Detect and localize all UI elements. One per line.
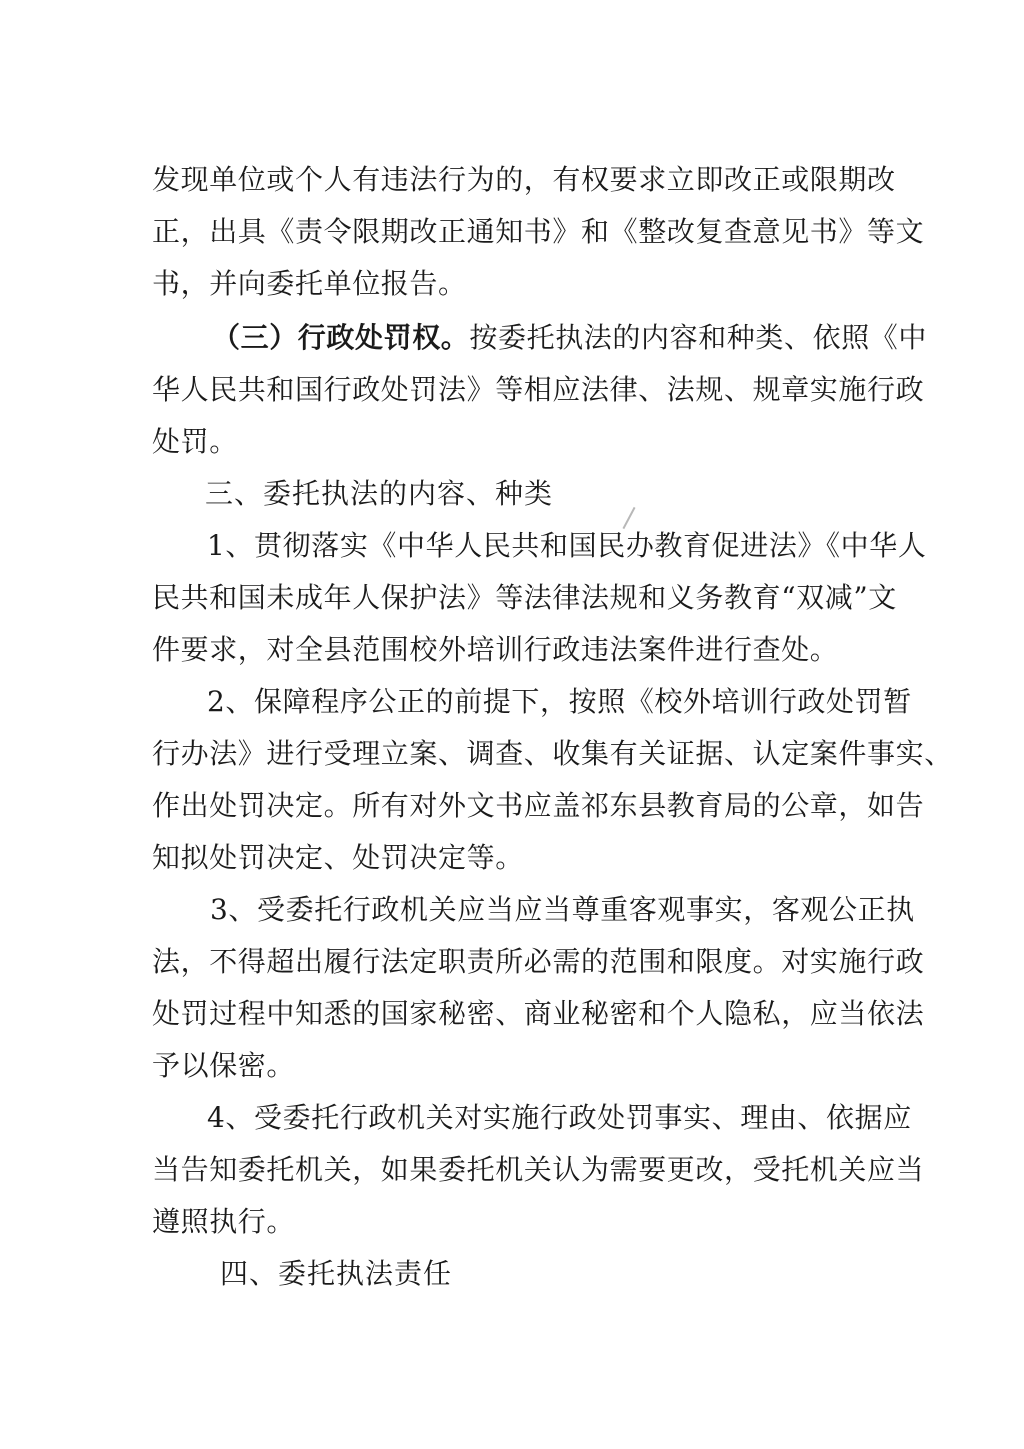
clause-3-line-1: 3、受委托行政机关应当应当尊重客观事实，客观公正执 — [210, 893, 915, 926]
paragraph-line-3: 书，并向委托单位报告。 — [152, 267, 467, 300]
section-heading-4: 四、委托执法责任 — [220, 1257, 453, 1290]
item-3-second-line — [152, 370, 924, 410]
clause-1-line-2: 民共和国未成年人保护法》等法律法规和义务教育“双减”文 — [152, 581, 897, 614]
item-3-lead: （三）行政处罚权。 — [212, 321, 470, 354]
clause-2-line-4: 知拟处罚决定、处罚决定等。 — [152, 841, 524, 874]
item-3-third-line: 处罚。 — [152, 425, 238, 458]
paragraph-line-2: 正，出具《责令限期改正通知书》和《整改复查意见书》等文 — [152, 215, 925, 248]
clause-2-line-1: 2、保障程序公正的前提下，按照《校外培训行政处罚暂 — [207, 685, 912, 718]
clause-1-line-1: 1、贯彻落实《中华人民共和国民办教育促进法》《中华人 — [207, 529, 927, 562]
paragraph-line-1: 发现单位或个人有违法行为的，有权要求立即改正或限期改 — [152, 163, 896, 196]
clause-2-line-3: 作出处罚决定。所有对外文书应盖祁东县教育局的公章，如告 — [152, 789, 925, 822]
clause-4-line-3: 遵照执行。 — [152, 1205, 296, 1238]
item-3-law-name: 华人民共和国行政处罚法》 — [152, 373, 496, 406]
clause-3-line-4: 予以保密。 — [152, 1049, 296, 1082]
clause-3-line-2: 法，不得超出履行法定职责所必需的范围和限度。对实施行政 — [152, 945, 925, 978]
clause-4-line-2: 当告知委托机关，如果委托机关认为需要更改，受托机关应当 — [152, 1153, 925, 1186]
clause-4-line-1: 4、受委托行政机关对实施行政处罚事实、理由、依据应 — [207, 1101, 912, 1134]
section-heading-3: 三、委托执法的内容、种类 — [205, 477, 554, 510]
item-3-law-rest: 等相应法律、法规、规章实施行政 — [495, 373, 925, 406]
item-3-text: 按委托执法的内容和种类、依照《中 — [469, 321, 928, 354]
clause-3-line-3: 处罚过程中知悉的国家秘密、商业秘密和个人隐私，应当依法 — [152, 997, 925, 1030]
item-3-first-line — [212, 318, 927, 358]
clause-2-line-2: 行办法》进行受理立案、调查、收集有关证据、认定案件事实、 — [152, 737, 953, 770]
clause-1-line-3: 件要求，对全县范围校外培训行政违法案件进行查处。 — [152, 633, 839, 666]
